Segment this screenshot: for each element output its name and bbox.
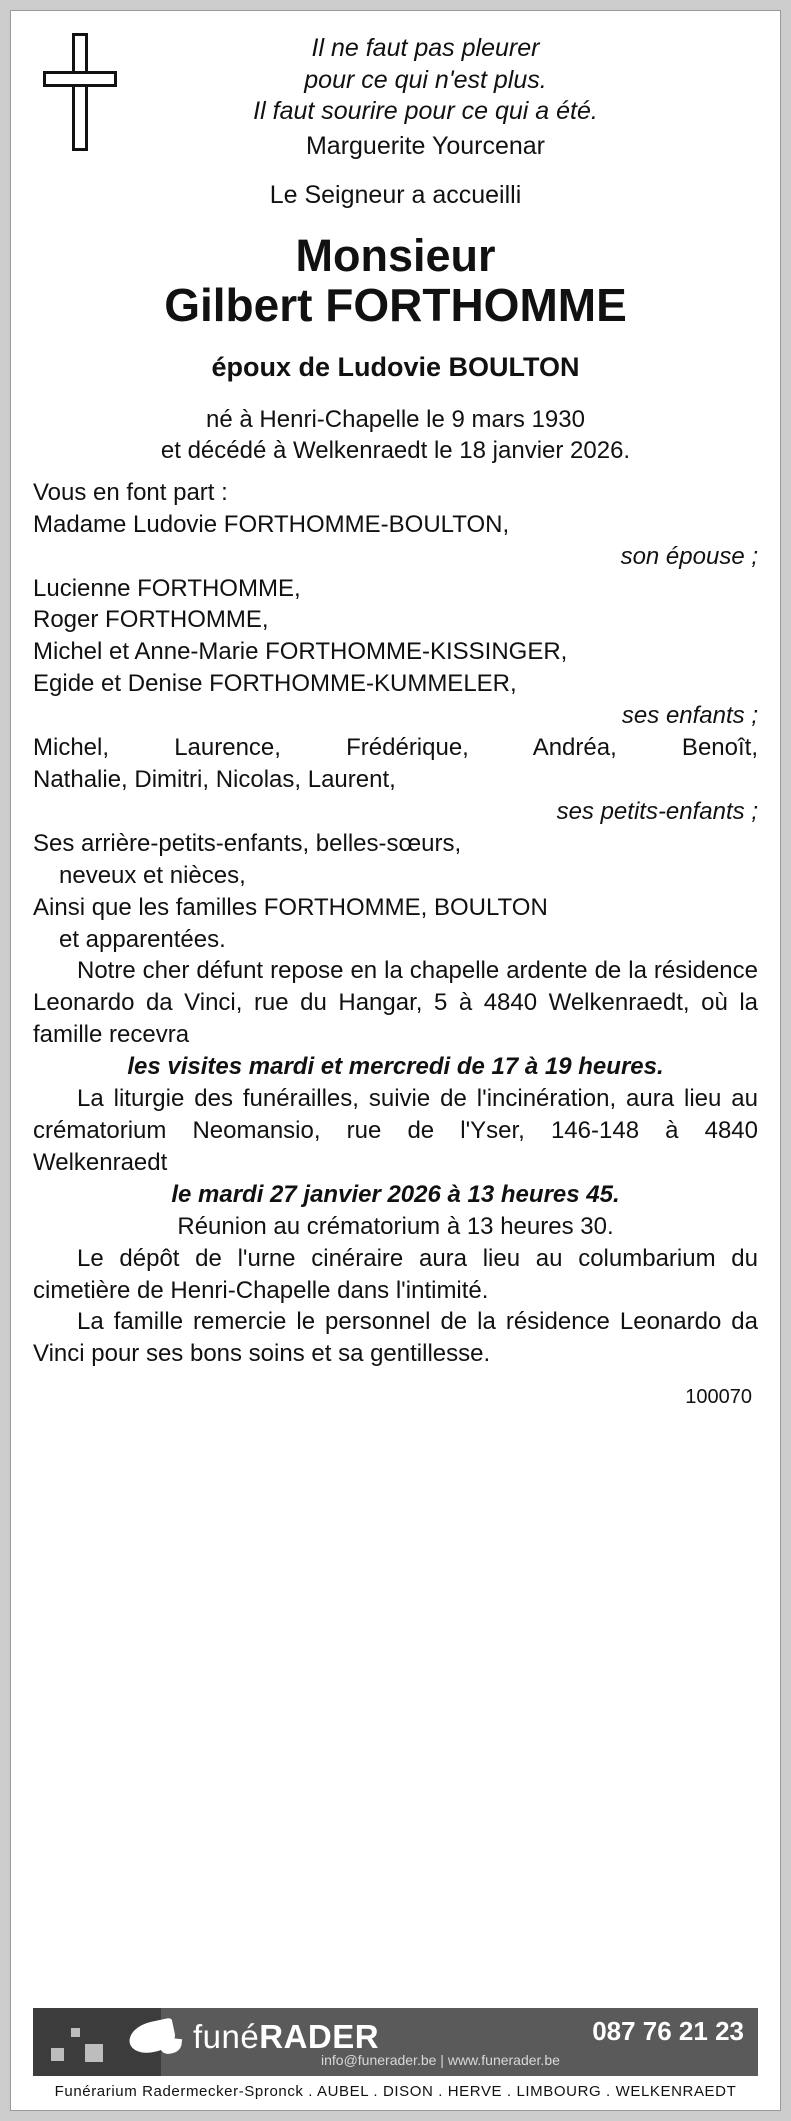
cross-center-fill bbox=[75, 74, 85, 84]
widow-name: Madame Ludovie FORTHOMME-BOULTON, bbox=[33, 510, 510, 538]
notice-reference: 100070 bbox=[685, 1386, 752, 1409]
birth-death-block bbox=[33, 405, 758, 466]
urn-paragraph: Le dépôt de l'urne cinéraire aura lieu au columbarium du cimetière de Henri-Chapelle dans l'intimité. bbox=[33, 1244, 758, 1304]
children-role: ses enfants ; bbox=[621, 702, 758, 730]
grandchildren-role: ses petits-enfants ; bbox=[556, 797, 758, 825]
contact-line bbox=[321, 2052, 560, 2068]
child-1: Lucienne FORTHOMME, bbox=[33, 574, 301, 602]
families-line-2: et apparentées. bbox=[59, 925, 226, 953]
quote-line-2: pour ce qui n'est plus. bbox=[304, 65, 547, 94]
child-4: Egide et Denise FORTHOMME-KUMMELER, bbox=[33, 670, 517, 698]
child-3: Michel et Anne-Marie FORTHOMME-KISSINGER, bbox=[33, 638, 568, 666]
death-line: et décédé à Welkenraedt le 18 janvier 2026. bbox=[160, 437, 631, 465]
decorative-square-2 bbox=[71, 2028, 80, 2037]
widow-role: son épouse ; bbox=[620, 542, 758, 570]
ceremony-datetime: le mardi 27 janvier 2026 à 13 heures 45. bbox=[171, 1180, 620, 1208]
funeral-home-banner bbox=[33, 2008, 758, 2076]
logo-prefix: funé bbox=[193, 2018, 260, 2055]
footer-block bbox=[33, 2008, 758, 2100]
separator: | bbox=[440, 2052, 444, 2068]
death-notice-card bbox=[10, 10, 781, 2111]
locations-line: Funérarium Radermecker-Spronck . AUBEL . DISON . HERVE . LIMBOURG . WELKENRAEDT bbox=[54, 2083, 737, 2100]
phone-number[interactable]: 087 76 21 23 bbox=[592, 2016, 744, 2046]
quote-line-3: Il faut sourire pour ce qui a été. bbox=[253, 97, 598, 125]
thanks-paragraph: La famille remercie le personnel de la résidence Leonardo da Vinci pour ses bons soins et sa gentillesse. bbox=[33, 1308, 758, 1368]
chapel-paragraph: Notre cher défunt repose en la chapelle ardente de la résidence Leonardo da Vinci, rue du Hangar, 5 à 4840 Welkenraedt, où la famille recevra bbox=[33, 957, 758, 1049]
announce-intro: Vous en font part : bbox=[33, 478, 228, 506]
child-2: Roger FORTHOMME, bbox=[33, 606, 269, 634]
decorative-square-1 bbox=[51, 2048, 64, 2061]
birth-line: né à Henri-Chapelle le 9 mars 1930 bbox=[206, 406, 585, 434]
decorative-square-3 bbox=[85, 2044, 103, 2062]
liturgy-paragraph: La liturgie des funérailles, suivie de l'incinération, aura lieu au crématorium Neomansio, rue de l'Yser, 146-148 à 4840 Welkenraedt bbox=[33, 1085, 758, 1176]
cross-vertical-bar bbox=[72, 33, 88, 151]
announcement-body bbox=[33, 477, 758, 1370]
quote-line-1: Il ne faut pas pleurer bbox=[311, 34, 540, 62]
email-link[interactable]: info@funerader.be bbox=[321, 2052, 437, 2068]
extended-family-line-1: Ses arrière-petits-enfants, belles-sœurs, bbox=[33, 829, 462, 857]
spouse-line: époux de Ludovie BOULTON bbox=[211, 352, 580, 383]
memorial-quote bbox=[33, 33, 758, 128]
deceased-name: Gilbert FORTHOMME bbox=[164, 278, 627, 331]
grandchildren-line-1: Michel, Laurence, Frédérique, Andréa, Benoît, bbox=[33, 734, 758, 762]
gathering-time: Réunion au crématorium à 13 heures 30. bbox=[177, 1212, 614, 1240]
logo-suffix: RADER bbox=[259, 2018, 380, 2055]
grandchildren-line-2: Nathalie, Dimitri, Nicolas, Laurent, bbox=[33, 766, 396, 794]
deceased-title: Monsieur bbox=[295, 229, 496, 281]
website-link[interactable]: www.funerader.be bbox=[447, 2052, 560, 2068]
visiting-hours: les visites mardi et mercredi de 17 à 19 heures. bbox=[127, 1053, 664, 1081]
cross-icon bbox=[39, 33, 129, 153]
lead-text: Le Seigneur a accueilli bbox=[269, 180, 522, 209]
company-logo bbox=[193, 2018, 379, 2056]
quote-author: Marguerite Yourcenar bbox=[305, 131, 546, 160]
families-line-1: Ainsi que les familles FORTHOMME, BOULTON bbox=[33, 893, 548, 921]
extended-family-line-2: neveux et nièces, bbox=[59, 861, 246, 889]
